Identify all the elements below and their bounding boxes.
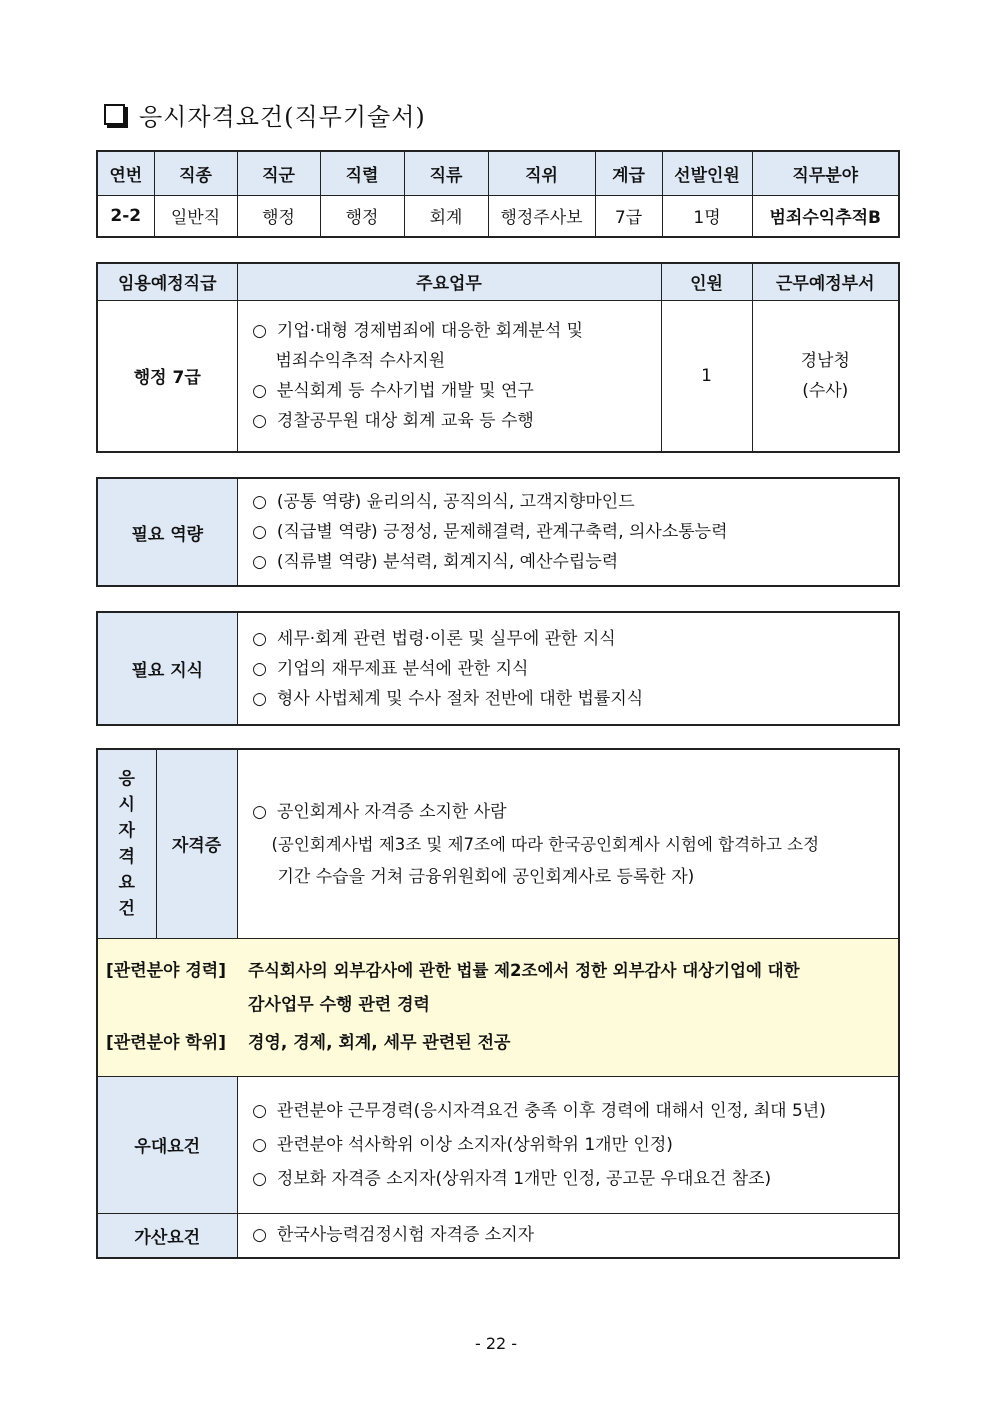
job-series-value: 행정 — [320, 195, 404, 237]
header-job-type: 직종 — [154, 151, 237, 195]
section-title-text: 응시자격요건(직무기술서) — [139, 102, 426, 131]
knowledge-label: 필요 지식 — [97, 612, 237, 725]
header-department: 근무예정부서 — [752, 263, 899, 300]
headcount-value: 1명 — [662, 195, 752, 237]
duty-item: ○ 분식회계 등 수사기법 개발 및 연구 — [252, 380, 534, 401]
competency-item: ○ (직급별 역량) 긍정성, 문제해결력, 관계구축력, 의사소통능력 — [252, 522, 728, 542]
header-position: 직위 — [488, 151, 595, 195]
header-serial: 연번 — [97, 151, 154, 195]
knowledge-item: ○ 세무·회계 관련 법령·이론 및 실무에 관한 지식 — [252, 628, 616, 649]
career-label: [관련분야 경력] — [106, 961, 226, 981]
position-value: 행정주사보 — [488, 195, 595, 237]
cert-note-line2: 기간 수습을 거쳐 금융위원회에 공인회계사로 등록한 자) — [277, 866, 695, 887]
requirements-vertical-label: 응 시 자 격 요 건 — [97, 749, 156, 938]
job-class-value: 회계 — [404, 195, 488, 237]
preference-list — [237, 1076, 899, 1213]
duty-item: ○ 경찰공무원 대상 회계 교육 등 수행 — [252, 410, 534, 431]
cert-row — [97, 749, 899, 938]
competency-item: ○ (직류별 역량) 분석력, 회계지식, 예산수립능력 — [252, 552, 619, 572]
preference-item: ○ 정보화 자격증 소지자(상위자격 1개만 인정, 공고문 우대요건 참조) — [252, 1168, 772, 1189]
cert-note-line1: (공인회계사법 제3조 및 제7조에 따라 한국공인회계사 시험에 합격하고 소정 — [271, 834, 820, 854]
career-text-line1: 주식회사의 외부감사에 관한 법률 제2조에서 정한 외부감사 대상기업에 대한 — [248, 961, 800, 980]
duties-table — [96, 262, 900, 453]
header-duties: 주요업무 — [237, 263, 661, 300]
cert-item: ○ 공인회계사 자격증 소지한 사람 — [252, 801, 507, 822]
knowledge-list — [237, 612, 899, 725]
preference-item: ○ 관련분야 석사학위 이상 소지자(상위학위 1개만 인정) — [252, 1134, 673, 1155]
duty-item: ○ 기업·대형 경제범죄에 대응한 회계분석 및 — [252, 320, 584, 341]
header-rank: 계급 — [595, 151, 662, 195]
grade-value: 행정 7급 — [97, 300, 237, 452]
degree-text: 경영, 경제, 회계, 세무 관련된 전공 — [248, 1033, 511, 1053]
bonus-content — [237, 1213, 899, 1258]
competency-label: 필요 역량 — [97, 478, 237, 586]
requirements-table — [96, 748, 900, 1259]
knowledge-table — [96, 611, 900, 726]
header-grade: 임용예정직급 — [97, 263, 237, 300]
section-title — [104, 98, 426, 130]
header-field: 직무분야 — [752, 151, 899, 195]
header-job-class: 직류 — [404, 151, 488, 195]
preference-label: 우대요건 — [97, 1076, 237, 1213]
preference-row — [97, 1076, 899, 1213]
field-value: 범죄수익추적B — [752, 195, 899, 237]
related-content — [97, 938, 899, 1076]
serial-value: 2-2 — [97, 195, 154, 237]
position-table — [96, 150, 900, 238]
department-value — [752, 300, 899, 452]
bonus-item: ○ 한국사능력검정시험 자격증 소지자 — [252, 1225, 535, 1246]
knowledge-item: ○ 기업의 재무제표 분석에 관한 지식 — [252, 658, 529, 679]
job-group-value: 행정 — [237, 195, 320, 237]
count-value: 1 — [661, 300, 752, 452]
preference-item: ○ 관련분야 근무경력(응시자격요건 충족 이후 경력에 대해서 인정, 최대 5년) — [252, 1100, 826, 1121]
job-type-value: 일반직 — [154, 195, 237, 237]
position-data-row — [97, 195, 899, 237]
competency-item: ○ (공통 역량) 윤리의식, 공직의식, 고객지향마인드 — [252, 492, 635, 512]
duties-header-row — [97, 263, 899, 300]
degree-requirement — [106, 1026, 898, 1060]
cert-label: 자격증 — [156, 749, 237, 938]
knowledge-item: ○ 형사 사법체계 및 수사 절차 전반에 대한 법률지식 — [252, 688, 644, 709]
department-line1: 경남청 — [800, 350, 850, 371]
page-number: - 22 - — [474, 1334, 518, 1353]
degree-label: [관련분야 학위] — [106, 1033, 226, 1053]
career-text-line2: 감사업무 수행 관련 경력 — [248, 995, 430, 1015]
bonus-row — [97, 1213, 899, 1258]
duties-list — [237, 300, 661, 452]
duties-data-row — [97, 300, 899, 452]
header-job-series: 직렬 — [320, 151, 404, 195]
duty-item-continued: 범죄수익추적 수사지원 — [275, 350, 446, 371]
header-headcount: 선발인원 — [662, 151, 752, 195]
competency-list — [237, 478, 899, 586]
header-job-group: 직군 — [237, 151, 320, 195]
bonus-label: 가산요건 — [97, 1213, 237, 1258]
related-row — [97, 938, 899, 1076]
rank-value: 7급 — [595, 195, 662, 237]
checkbox-icon — [104, 104, 125, 125]
position-header-row — [97, 151, 899, 195]
competency-table — [96, 477, 900, 587]
career-requirement — [106, 954, 898, 988]
cert-content — [237, 749, 899, 938]
header-count: 인원 — [661, 263, 752, 300]
department-line2: (수사) — [802, 380, 849, 401]
